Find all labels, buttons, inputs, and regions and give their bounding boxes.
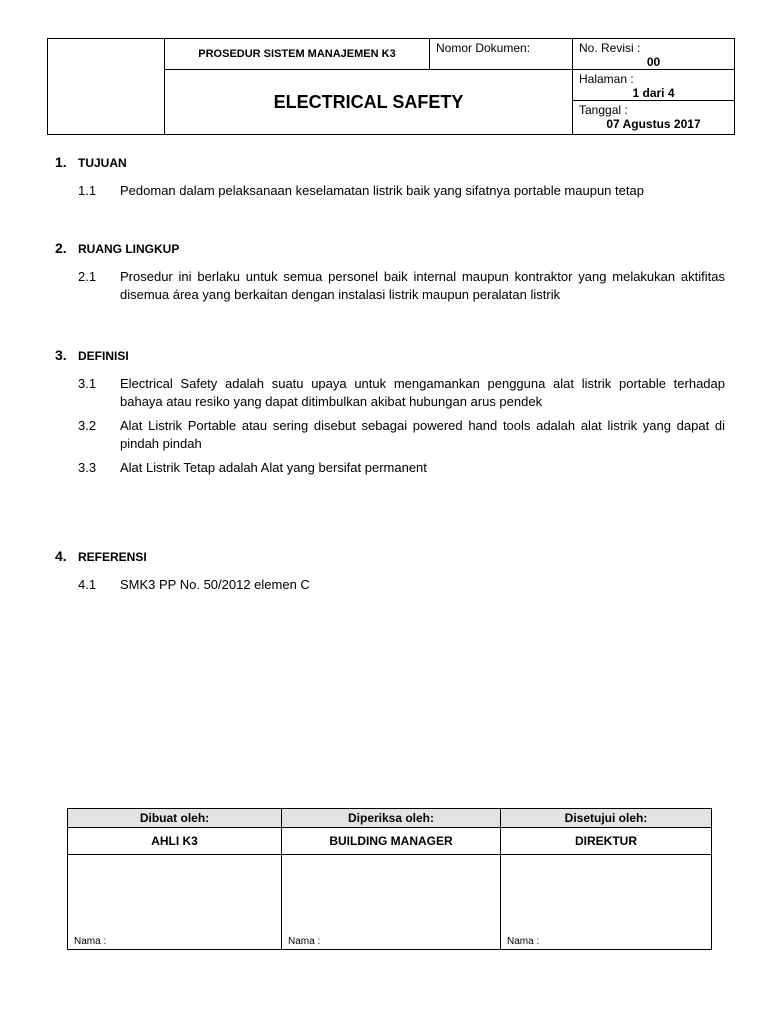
name-label: Nama : [288,936,321,947]
doc-number-cell [430,39,573,70]
item-text: Alat Listrik Portable atau sering disebut sebagai powered hand tools adalah alat listrik yang dapat di pindah pindah [120,418,725,451]
list-item [55,375,725,411]
item-text: Alat Listrik Tetap adalah Alat yang bersifat permanent [120,460,427,475]
signature-box-2 [282,855,501,950]
signature-box-1 [68,855,282,950]
list-item [55,268,725,304]
item-text: Electrical Safety adalah suatu upaya untuk mengamankan pengguna alat listrik portable terhadap bahaya atau resiko yang dapat ditimbulkan akibat hubungan arus pendek [120,376,725,409]
document-title: ELECTRICAL SAFETY [165,70,573,135]
section-referensi [55,548,725,594]
date-value: 07 Agustus 2017 [606,117,701,131]
section-heading [55,548,725,566]
section-title: TUJUAN [78,156,127,170]
section-heading [55,240,725,258]
item-text: Prosedur ini berlaku untuk semua personel baik internal maupun kontraktor yang melakukan aktifitas disemua área yang berkaitan dengan instalasi listrik maupun peralatan listrik [120,269,725,302]
document-header [47,38,735,135]
section-ruang-lingkup [55,240,725,304]
logo-cell [48,39,165,135]
page-label: Halaman : [579,72,634,86]
item-number: 1.1 [78,183,97,198]
list-item [55,576,725,594]
name-label: Nama : [74,936,107,947]
name-label: Nama : [507,936,540,947]
section-heading [55,347,725,365]
section-number: 4. [55,548,67,564]
made-by-header: Dibuat oleh: [68,809,282,828]
section-title: RUANG LINGKUP [78,242,180,256]
revision-label: No. Revisi : [579,41,641,55]
section-number: 2. [55,240,67,256]
item-number: 3.2 [78,418,97,433]
signature-box-3 [501,855,712,950]
section-title: DEFINISI [78,349,129,363]
role-ahli-k3: AHLI K3 [68,828,282,855]
revision-value: 00 [646,55,661,69]
page-cell [573,70,735,101]
doc-number-label: Nomor Dokumen: [436,41,531,55]
item-number: 3.1 [78,376,97,391]
checked-by-header: Diperiksa oleh: [282,809,501,828]
list-item [55,182,725,200]
list-item [55,417,725,453]
role-building-manager: BUILDING MANAGER [282,828,501,855]
approved-by-header: Disetujui oleh: [501,809,712,828]
item-text: SMK3 PP No. 50/2012 elemen C [120,577,310,592]
page-value: 1 dari 4 [632,86,675,100]
item-number: 4.1 [78,577,97,592]
section-number: 1. [55,154,67,170]
section-title: REFERENSI [78,550,147,564]
system-title: PROSEDUR SISTEM MANAJEMEN K3 [165,39,430,70]
section-number: 3. [55,347,67,363]
item-number: 3.3 [78,460,97,475]
section-definisi [55,347,725,477]
role-direktur: DIREKTUR [501,828,712,855]
date-cell [573,101,735,135]
date-label: Tanggal : [579,103,628,117]
section-heading [55,154,725,172]
list-item [55,459,725,477]
item-text: Pedoman dalam pelaksanaan keselamatan listrik baik yang sifatnya portable maupun tetap [120,183,644,198]
revision-cell [573,39,735,70]
section-tujuan [55,154,725,200]
item-number: 2.1 [78,269,97,284]
signature-table [67,808,712,950]
